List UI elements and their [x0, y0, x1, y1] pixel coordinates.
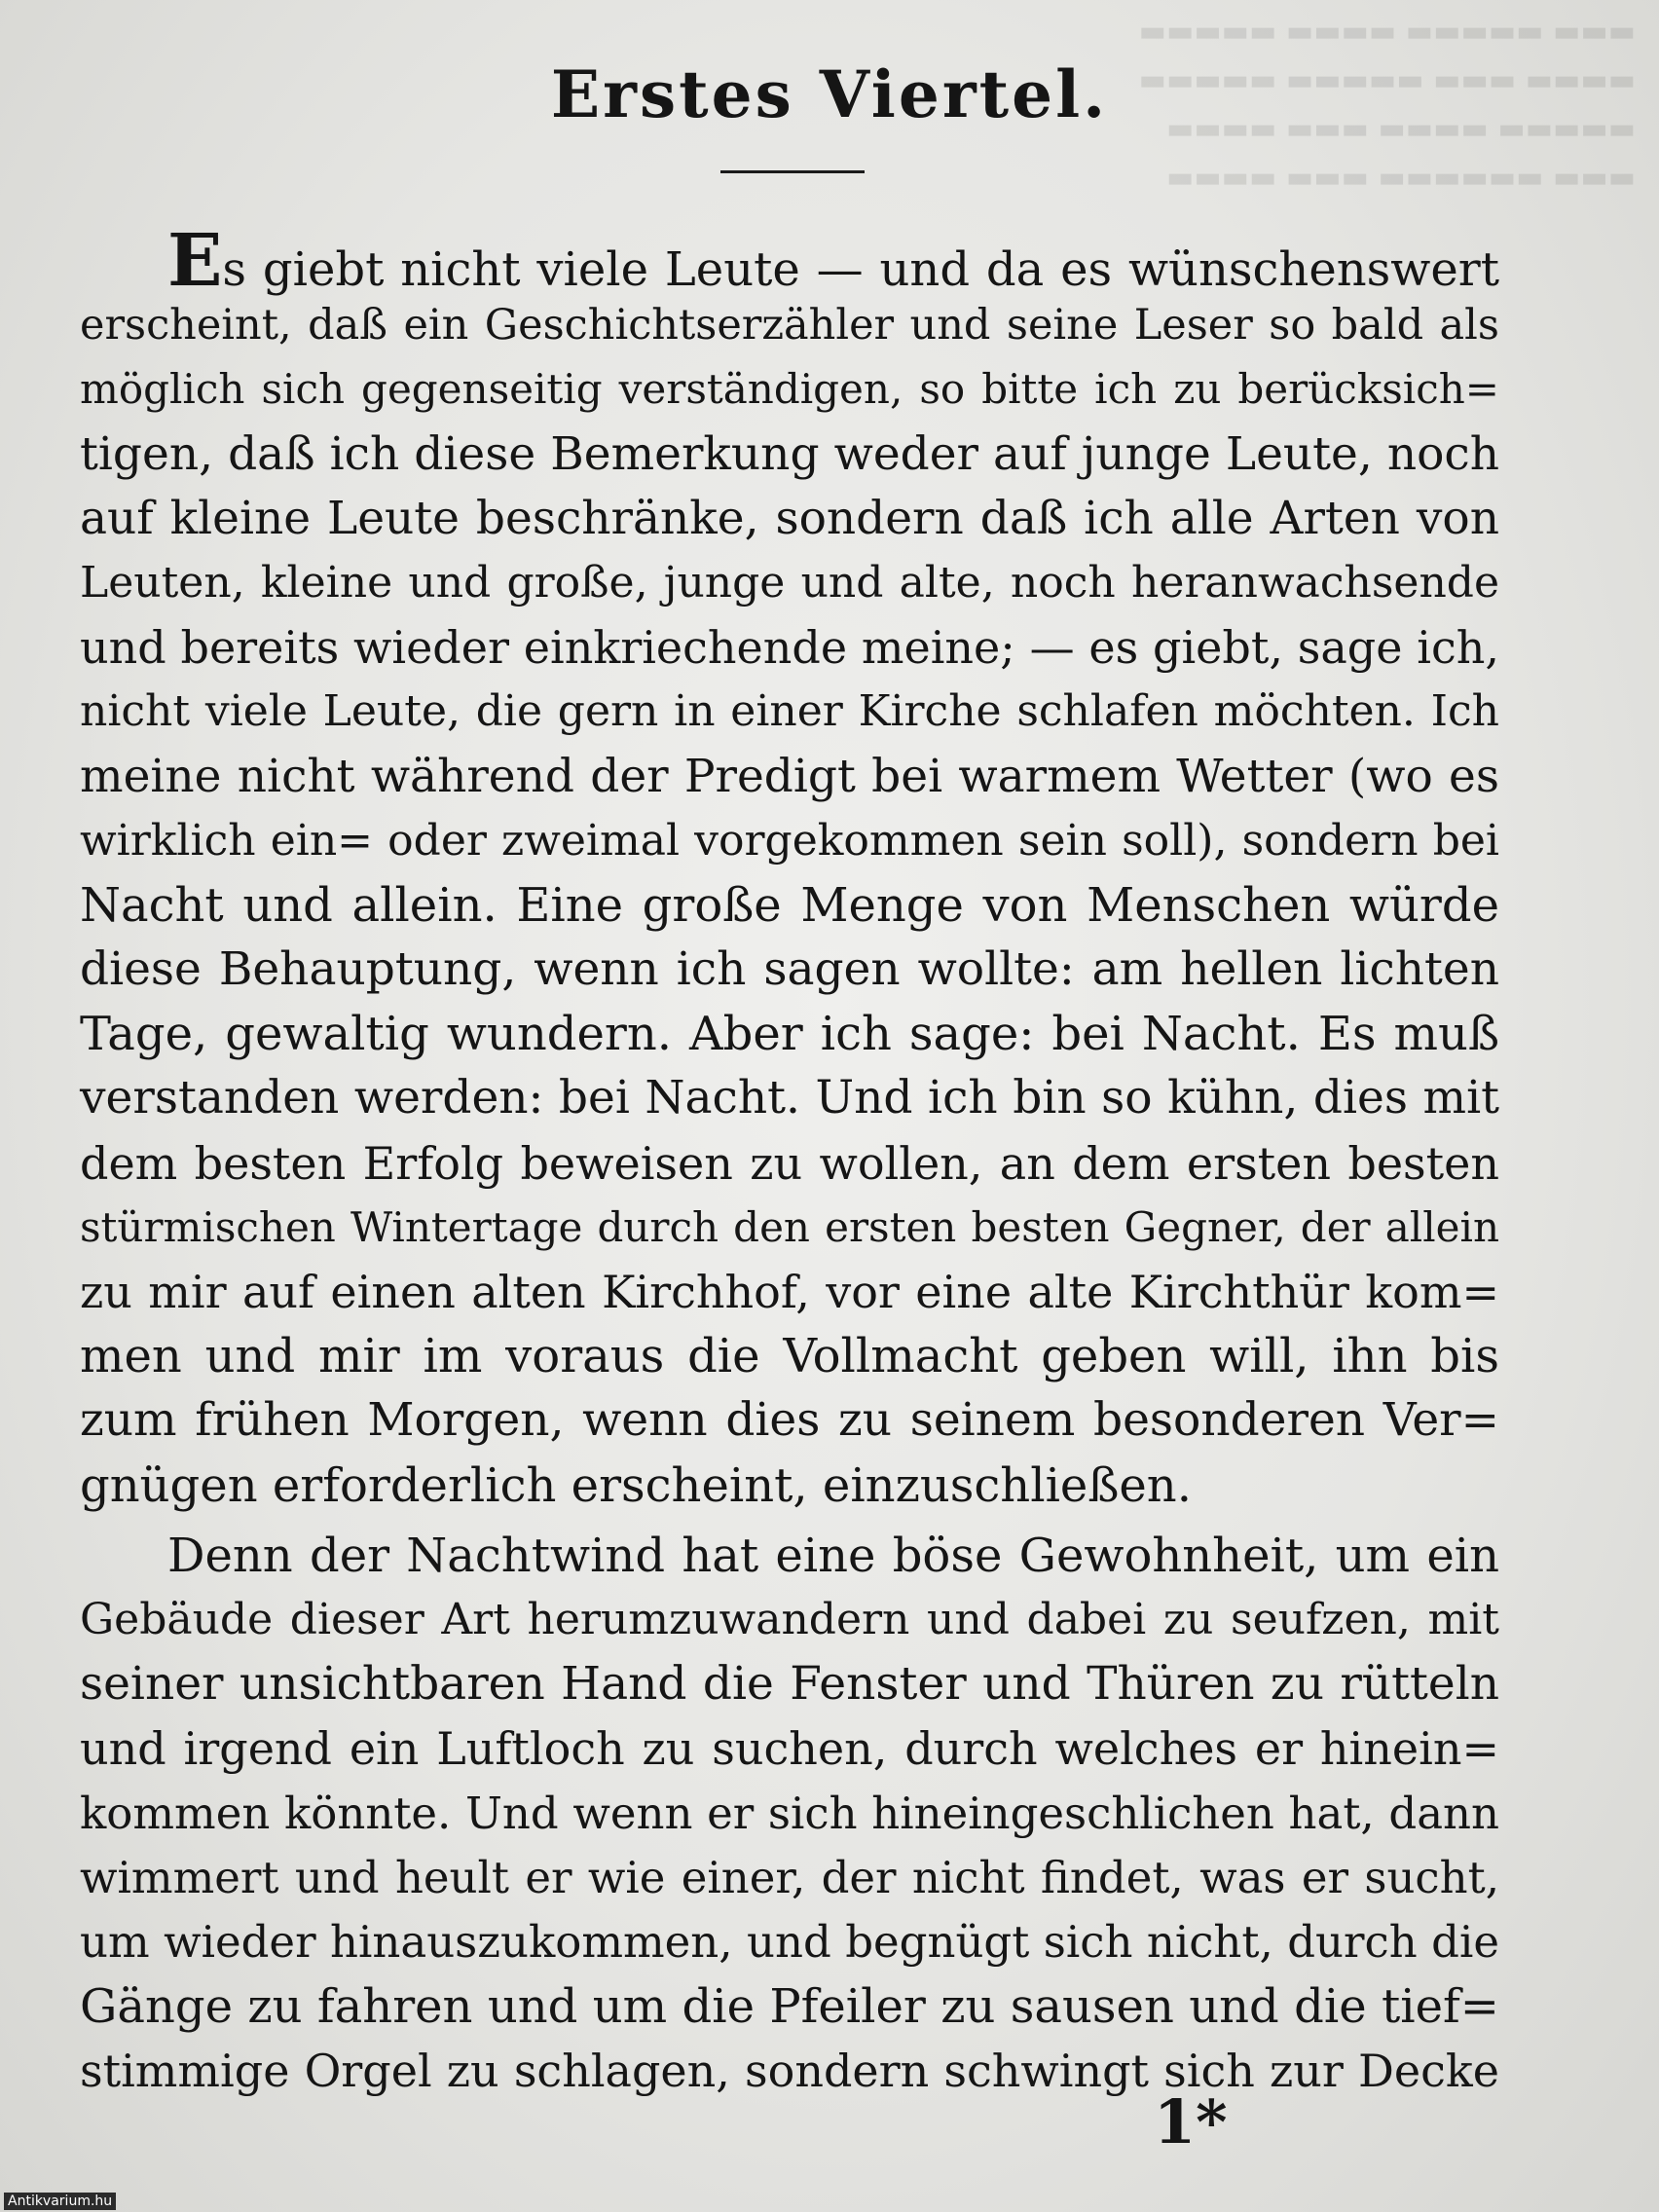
text-line: erscheint, daß ein Geschichtserzähler und seine Leser so bald als — [80, 301, 1499, 350]
show-through-text: ▬▬▬ ▬▬▬▬▬ ▬▬▬▬ ▬▬▬▬▬ ▬▬▬▬ ▬▬▬ ▬▬▬▬▬ ▬▬▬▬▬ ▬▬▬▬▬ ▬▬▬▬ ▬▬▬ ▬▬▬▬ ▬▬▬ ▬▬▬▬▬▬ ▬▬▬ ▬▬▬▬ — [1138, 15, 1636, 195]
signature-mark: 1* — [1154, 2086, 1228, 2157]
chapter-title: Erstes Viertel. — [550, 56, 1109, 132]
text-line: um wieder hinauszukommen, und begnügt sich nicht, durch die — [80, 1915, 1499, 1968]
text-line: Gänge zu fahren und um die Pfeiler zu sausen und die tief= — [80, 1979, 1499, 2035]
text-line: men und mir im voraus die Vollmacht geben will, ihn bis — [80, 1329, 1499, 1384]
text-line: wirklich ein= oder zweimal vorgekommen sein soll), sondern bei — [80, 815, 1499, 866]
text-line: stimmige Orgel zu schlagen, sondern schwingt sich zur Decke — [80, 2045, 1499, 2098]
text-line: verstanden werden: bei Nacht. Und ich bin so kühn, dies mit — [80, 1071, 1499, 1125]
text-line: und bereits wieder einkriechende meine; — es giebt, sage ich, — [80, 621, 1499, 675]
text-line: stürmischen Wintertage durch den ersten besten Gegner, der allein — [80, 1202, 1499, 1251]
text-body — [80, 219, 1499, 2103]
text-line: Leuten, kleine und große, junge und alte, noch heranwachsende — [80, 557, 1499, 608]
text-line: zum frühen Morgen, wenn dies zu seinem besonderen Ver= — [80, 1393, 1499, 1448]
text-line: seiner unsichtbaren Hand die Fenster und Thüren zu rütteln — [80, 1657, 1499, 1712]
text-line: nicht viele Leute, die gern in einer Kirche schlafen möchten. Ich — [80, 686, 1499, 737]
text-line: gnügen erforderlich erscheint, einzuschließen. — [80, 1457, 1192, 1513]
text-line: möglich sich gegenseitig verständigen, so bitte ich zu berücksich= — [80, 365, 1499, 414]
text-line: tigen, daß ich diese Bemerkung weder auf junge Leute, noch — [80, 426, 1499, 481]
text-line: meine nicht während der Predigt bei warmem Wetter (wo es — [80, 749, 1499, 803]
text-line: Nacht und allein. Eine große Menge von Menschen würde — [80, 877, 1499, 933]
text-line: Gebäude dieser Art herumzuwandern und dabei zu seufzen, mit — [80, 1594, 1499, 1644]
text-line: und irgend ein Luftloch zu suchen, durch welches er hinein= — [80, 1722, 1499, 1776]
text-line: Es giebt nicht viele Leute — und da es wünschenswert — [167, 219, 1499, 303]
text-line: dem besten Erfolg beweisen zu wollen, an dem ersten besten — [80, 1136, 1499, 1190]
paragraph-2 — [80, 1524, 1499, 2104]
text-line: wimmert und heult er wie einer, der nicht findet, was er sucht, — [80, 1851, 1499, 1903]
paragraph-1 — [80, 219, 1499, 1518]
text-line: auf kleine Leute beschränke, sondern daß ich alle Arten von — [80, 491, 1499, 545]
text-line: Denn der Nachtwind hat eine böse Gewohnheit, um ein — [167, 1528, 1499, 1583]
title-rule — [720, 170, 865, 173]
text-line: diese Behauptung, wenn ich sagen wollte: am hellen lichten — [80, 942, 1499, 997]
text-line: Tage, gewaltig wundern. Aber ich sage: bei Nacht. Es muß — [80, 1007, 1499, 1062]
watermark-label: Antikvarium.hu — [4, 2193, 116, 2210]
text-line: zu mir auf einen alten Kirchhof, vor eine alte Kirchthür kom= — [80, 1266, 1499, 1318]
text-line: kommen könnte. Und wenn er sich hineingeschlichen hat, dann — [80, 1787, 1499, 1839]
